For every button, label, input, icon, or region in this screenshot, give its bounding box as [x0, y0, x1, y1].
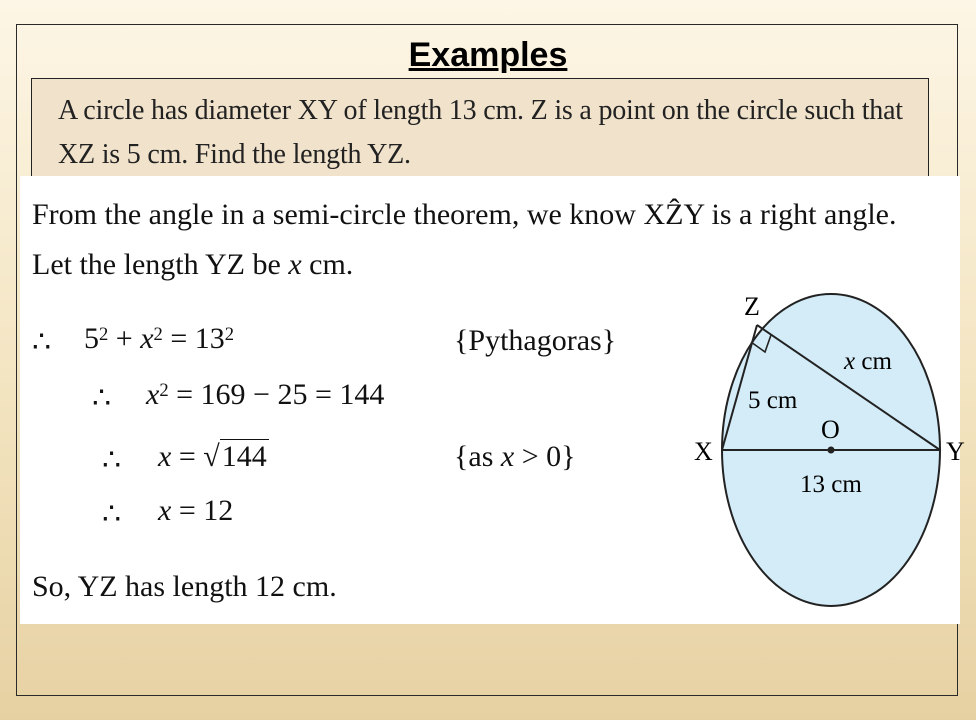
- problem-line-1: A circle has diameter XY of length 13 cm. Z is a point on the circle such that: [58, 95, 903, 126]
- label-zy-length: x cm: [844, 348, 892, 375]
- label-o: O: [821, 415, 840, 444]
- reason-pythagoras: {Pythagoras}: [454, 324, 617, 357]
- label-y: Y: [946, 437, 965, 466]
- therefore-symbol-3: ∴: [102, 444, 122, 477]
- therefore-symbol-4: ∴: [102, 498, 122, 531]
- solution-intro-1: From the angle in a semi-circle theorem, we know XẐY is a right angle.: [32, 198, 897, 231]
- equation-step-4: x = 12: [158, 494, 234, 527]
- slide-title: Examples: [408, 36, 568, 74]
- therefore-symbol-2: ∴: [92, 382, 112, 415]
- problem-box: [31, 78, 929, 178]
- reason-positive: {as x > 0}: [454, 440, 576, 473]
- circle-diagram: [690, 279, 965, 609]
- solution-intro-2: Let the length YZ be x cm.: [32, 248, 354, 281]
- label-xz-length: 5 cm: [748, 387, 798, 414]
- therefore-symbol-1: ∴: [32, 326, 52, 359]
- solution-conclusion: So, YZ has length 12 cm.: [32, 570, 337, 603]
- solution-panel: [20, 176, 965, 624]
- equation-step-2: $x^2 = 169 - 25 = 144$: [146, 378, 385, 411]
- label-x: X: [694, 437, 713, 466]
- center-point-o: [828, 447, 835, 454]
- label-xy-length: 13 cm: [800, 471, 862, 498]
- label-z: Z: [744, 292, 760, 321]
- equation-step-1: $5^2 + x^2 = 13^2$: [84, 322, 235, 355]
- equation-step-3: x = √144: [158, 440, 267, 473]
- problem-line-2: XZ is 5 cm. Find the length YZ.: [58, 139, 411, 170]
